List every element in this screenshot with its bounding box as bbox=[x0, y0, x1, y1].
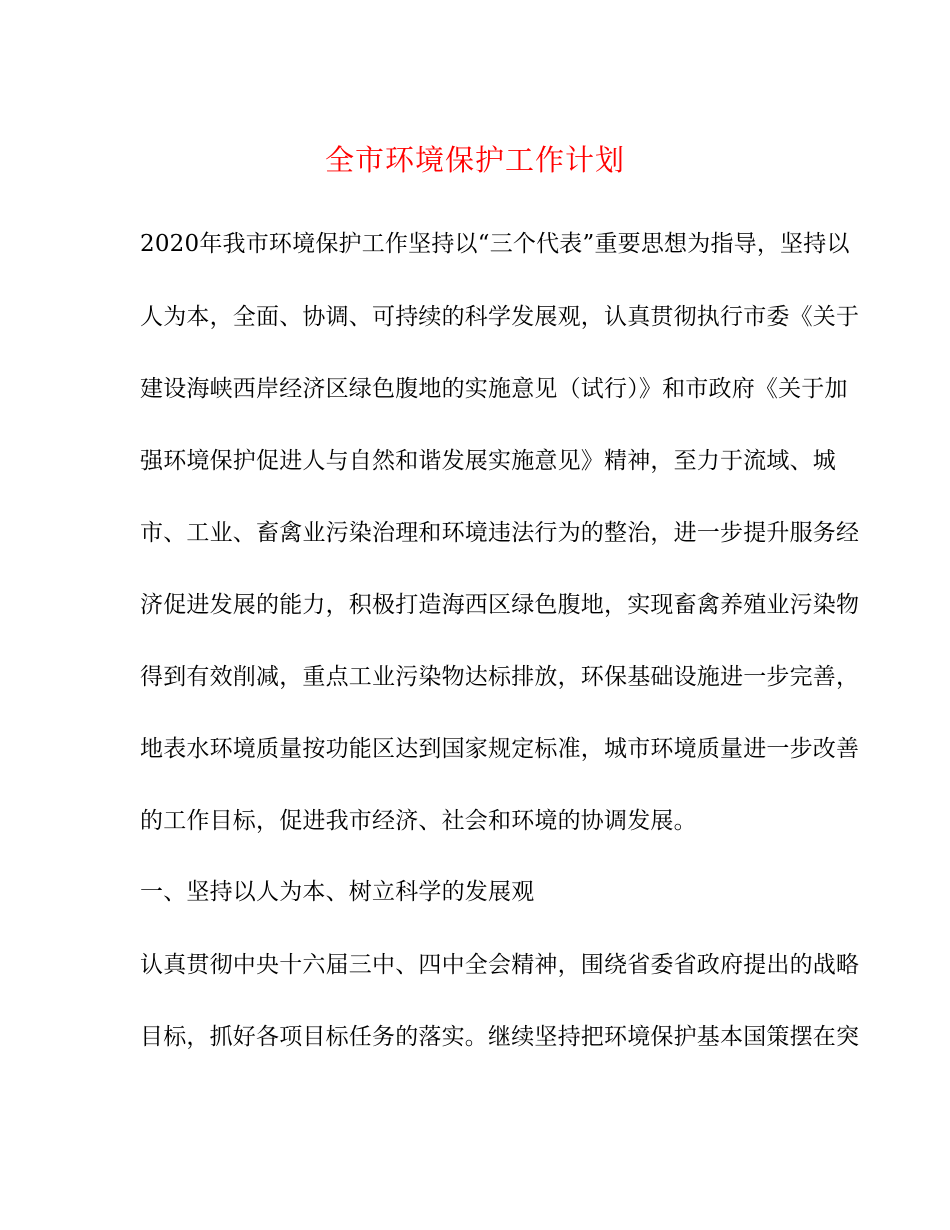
section-heading: 一、坚持以人为本、树立科学的发展观 bbox=[140, 879, 535, 905]
paragraph-line: 济促进发展的能力，积极打造海西区绿色腹地，实现畜禽养殖业污染物 bbox=[140, 592, 860, 618]
document-title: 全市环境保护工作计划 bbox=[324, 143, 625, 177]
paragraph-line: 目标，抓好各项目标任务的落实。继续坚持把环境保护基本国策摆在突 bbox=[140, 1024, 860, 1050]
paragraph-line: 强环境保护促进人与自然和谐发展实施意见》精神，至力于流域、城 bbox=[140, 448, 836, 474]
paragraph-line: 市、工业、畜禽业污染治理和环境违法行为的整治，进一步提升服务经 bbox=[140, 520, 860, 546]
paragraph-line: 的工作目标，促进我市经济、社会和环境的协调发展。 bbox=[140, 808, 697, 834]
paragraph-line: 2020年我市环境保护工作坚持以“三个代表”重要思想为指导，坚持以 bbox=[140, 231, 850, 257]
paragraph-line: 得到有效削减，重点工业污染物达标排放，环保基础设施进一步完善， bbox=[140, 664, 860, 690]
paragraph-line: 认真贯彻中央十六届三中、四中全会精神，围绕省委省政府提出的战略 bbox=[140, 952, 860, 978]
paragraph-line: 建设海峡西岸经济区绿色腹地的实施意见（试行）》和市政府《关于加 bbox=[140, 376, 848, 402]
paragraph-line: 地表水环境质量按功能区达到国家规定标准，城市环境质量进一步改善 bbox=[140, 736, 860, 762]
paragraph-line: 人为本，全面、协调、可持续的科学发展观，认真贯彻执行市委《关于 bbox=[140, 304, 860, 330]
